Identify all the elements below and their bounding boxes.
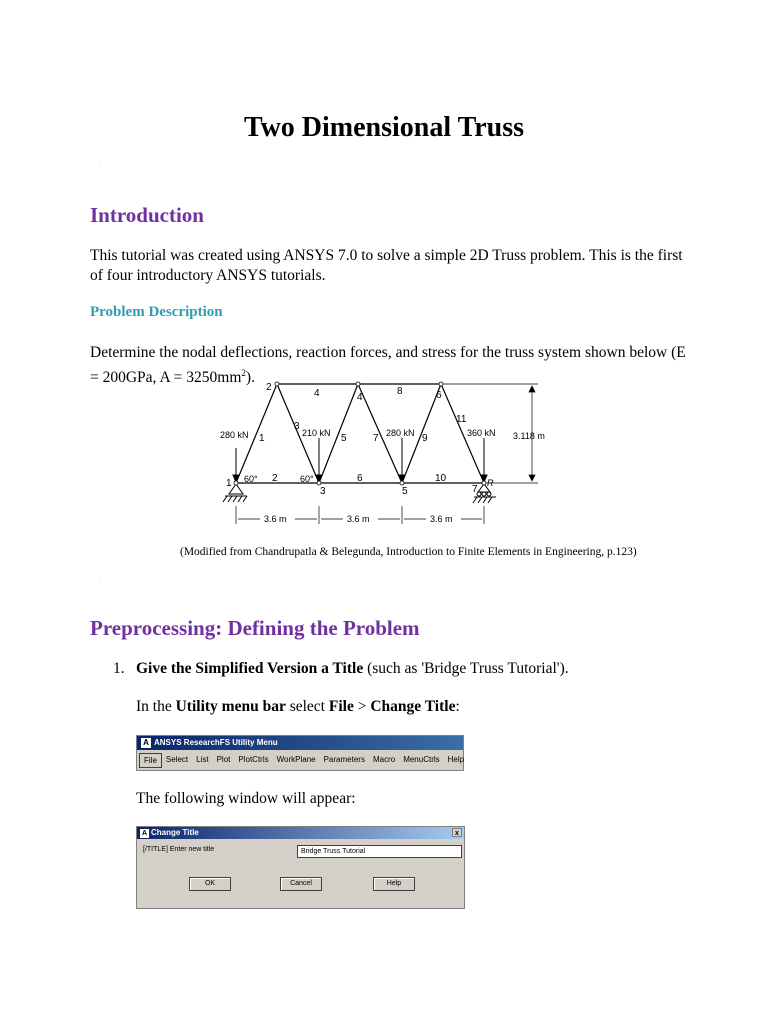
element-label: 8 xyxy=(397,386,403,397)
figure-caption: (Modified from Chandrupatla & Belegunda, Introduction to Finite Elements in Engineering, p.123) xyxy=(180,546,637,558)
dialog-title: Change Title xyxy=(151,828,199,837)
step-text: Give the Simplified Version a Title (such as 'Bridge Truss Tutorial'). xyxy=(136,660,569,677)
load-label: 280 kN xyxy=(220,430,249,440)
change-title-dialog xyxy=(136,826,465,909)
element-label: 1 xyxy=(259,433,265,444)
reaction-label: R xyxy=(487,478,494,488)
span-label: 3.6 m xyxy=(347,514,370,524)
node-label: 4 xyxy=(357,392,363,403)
menu-item-help[interactable]: Help xyxy=(447,755,465,764)
menu-item-workplane[interactable]: WorkPlane xyxy=(276,755,316,764)
element-label: 6 xyxy=(357,473,363,484)
menu-instruction: In the Utility menu bar select File > Change Title: xyxy=(136,698,460,715)
menu-item-file[interactable]: File xyxy=(139,753,162,768)
menu-item-select[interactable]: Select xyxy=(165,755,189,764)
menu-title: ANSYS ResearchFS Utility Menu xyxy=(154,738,278,747)
menu-item-menuctrls[interactable]: MenuCtrls xyxy=(403,755,440,764)
element-label: 3 xyxy=(294,421,300,432)
introduction-heading: Introduction xyxy=(90,203,204,227)
load-label: 210 kN xyxy=(302,428,331,438)
node-label: 5 xyxy=(402,486,408,497)
element-label: 7 xyxy=(373,433,379,444)
load-label: 360 kN xyxy=(467,428,496,438)
element-label: 11 xyxy=(456,414,467,425)
introduction-text: This tutorial was created using ANSYS 7.0 to solve a simple 2D Truss problem. This is the first of four introductory ANSYS tutorials. xyxy=(90,247,683,284)
close-icon[interactable]: x xyxy=(452,828,462,837)
step-number: 1. xyxy=(113,660,125,677)
node-label: 2 xyxy=(266,382,272,393)
element-label: 5 xyxy=(341,433,347,444)
element-label: 4 xyxy=(314,388,320,399)
element-label: 10 xyxy=(435,473,447,484)
height-label: 3.118 m xyxy=(513,431,545,441)
node-label: 3 xyxy=(320,486,326,497)
title-input[interactable]: Bridge Truss Tutorial xyxy=(297,845,462,858)
menu-item-macro[interactable]: Macro xyxy=(372,755,396,764)
load-label: 280 kN xyxy=(386,428,415,438)
ansys-utility-menu xyxy=(136,735,464,771)
superscript: 2 xyxy=(241,368,246,378)
element-label: 9 xyxy=(422,433,428,444)
angle-label: 60° xyxy=(244,474,258,484)
separator-dot: . xyxy=(100,576,102,582)
menu-titlebar xyxy=(137,736,463,750)
menu-item-plotctrls[interactable]: PlotCtrls xyxy=(238,755,269,764)
ansys-logo-icon: A xyxy=(141,738,151,748)
window-appear-text: The following window will appear: xyxy=(136,790,356,807)
preprocessing-heading: Preprocessing: Defining the Problem xyxy=(90,616,420,640)
problem-description-heading: Problem Description xyxy=(90,304,223,320)
span-label: 3.6 m xyxy=(264,514,287,524)
truss-diagram xyxy=(210,378,560,528)
menu-item-plot[interactable]: Plot xyxy=(216,755,231,764)
help-button[interactable]: Help xyxy=(373,877,415,891)
menu-item-parameters[interactable]: Parameters xyxy=(323,755,365,764)
node-label: 6 xyxy=(436,390,442,401)
page-title: Two Dimensional Truss xyxy=(243,112,525,143)
ok-button[interactable]: OK xyxy=(189,877,231,891)
separator-dot: . xyxy=(100,163,102,169)
title-field-label: [/TITLE] Enter new title xyxy=(143,846,215,853)
element-label: 2 xyxy=(272,473,278,484)
problem-description-text: Determine the nodal deflections, reaction forces, and stress for the truss system shown below (E = 200GPa, $A = 3250mm^2$). xyxy=(90,344,686,387)
node-label: 7 xyxy=(472,484,478,495)
dialog-titlebar xyxy=(137,827,464,839)
node-label: 1 xyxy=(226,478,232,489)
menu-item-list[interactable]: List xyxy=(196,755,209,764)
cancel-button[interactable]: Cancel xyxy=(280,877,322,891)
span-label: 3.6 m xyxy=(430,514,453,524)
angle-label: 60° xyxy=(300,474,314,484)
ansys-logo-icon: A xyxy=(141,829,148,837)
